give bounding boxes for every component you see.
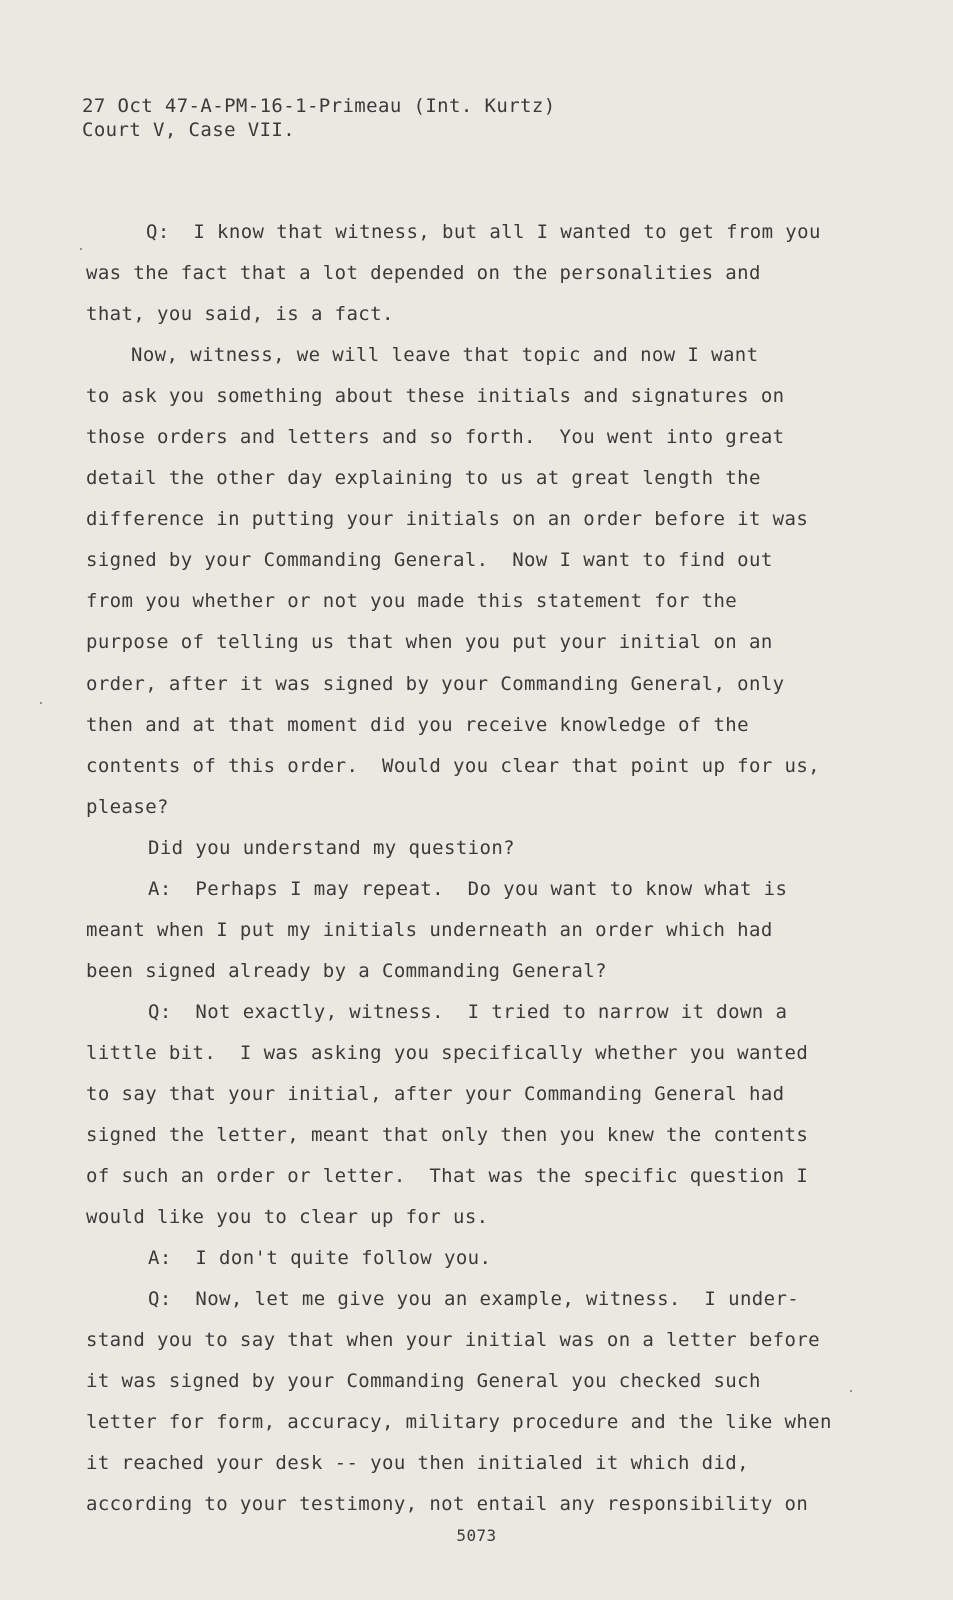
header-line-2: Court V, Case VII. xyxy=(82,119,296,141)
transcript-line: of such an order or letter. That was the specific question I xyxy=(86,1165,809,1188)
paper-speck xyxy=(40,702,42,704)
page-number: 5073 xyxy=(456,1526,497,1545)
transcript-line: order, after it was signed by your Commanding General, only xyxy=(86,672,785,695)
transcript-line: it was signed by your Commanding General you checked such xyxy=(86,1370,761,1393)
transcript-line: meant when I put my initials underneath an order which had xyxy=(86,918,773,941)
transcript-line: to ask you something about these initials and signatures on xyxy=(86,385,785,408)
transcript-line: those orders and letters and so forth. You went into great xyxy=(86,426,785,449)
transcript-line: to say that your initial, after your Commanding General had xyxy=(86,1082,785,1105)
paper-speck xyxy=(850,1390,852,1392)
transcript-line: stand you to say that when your initial was on a letter before xyxy=(86,1329,821,1352)
transcript-line: difference in putting your initials on an order before it was xyxy=(86,508,809,531)
document-header xyxy=(82,94,556,142)
transcript-line: contents of this order. Would you clear that point up for us, xyxy=(86,754,821,777)
transcript-body xyxy=(86,212,886,1526)
transcript-line: would like you to clear up for us. xyxy=(86,1206,489,1229)
header-line-1: 27 Oct 47-A-PM-16-1-Primeau (Int. Kurtz) xyxy=(82,95,556,117)
transcript-line: then and at that moment did you receive knowledge of the xyxy=(86,713,749,736)
transcript-line: it reached your desk -- you then initialed it which did, xyxy=(86,1452,749,1475)
transcript-line: little bit. I was asking you specifically whether you wanted xyxy=(86,1041,809,1064)
transcript-line: letter for form, accuracy, military procedure and the like when xyxy=(86,1411,832,1434)
transcript-line: A: I don't quite follow you. xyxy=(148,1247,492,1270)
transcript-line: please? xyxy=(86,795,169,818)
transcript-line: was the fact that a lot depended on the personalities and xyxy=(86,262,761,285)
transcript-line: Q: I know that witness, but all I wanted to get from you xyxy=(146,221,821,243)
transcript-line: Q: Now, let me give you an example, witness. I under- xyxy=(148,1288,800,1311)
transcript-line: Did you understand my question? xyxy=(148,836,516,859)
transcript-line: Q: Not exactly, witness. I tried to narrow it down a xyxy=(148,1000,788,1023)
transcript-line: signed the letter, meant that only then you knew the contents xyxy=(86,1124,809,1147)
transcript-line: A: Perhaps I may repeat. Do you want to know what is xyxy=(148,877,788,900)
transcript-line: from you whether or not you made this statement for the xyxy=(86,590,738,613)
transcript-line: Now, witness, we will leave that topic and now I want xyxy=(131,344,759,367)
transcript-line: been signed already by a Commanding General? xyxy=(86,959,607,982)
transcript-line: detail the other day explaining to us at great length the xyxy=(86,467,761,490)
transcript-line: signed by your Commanding General. Now I want to find out xyxy=(86,549,773,572)
transcript-line: according to your testimony, not entail any responsibility on xyxy=(86,1493,809,1516)
transcript-line: purpose of telling us that when you put your initial on an xyxy=(86,631,773,654)
paper-speck xyxy=(80,248,82,250)
transcript-line: that, you said, is a fact. xyxy=(86,303,394,326)
